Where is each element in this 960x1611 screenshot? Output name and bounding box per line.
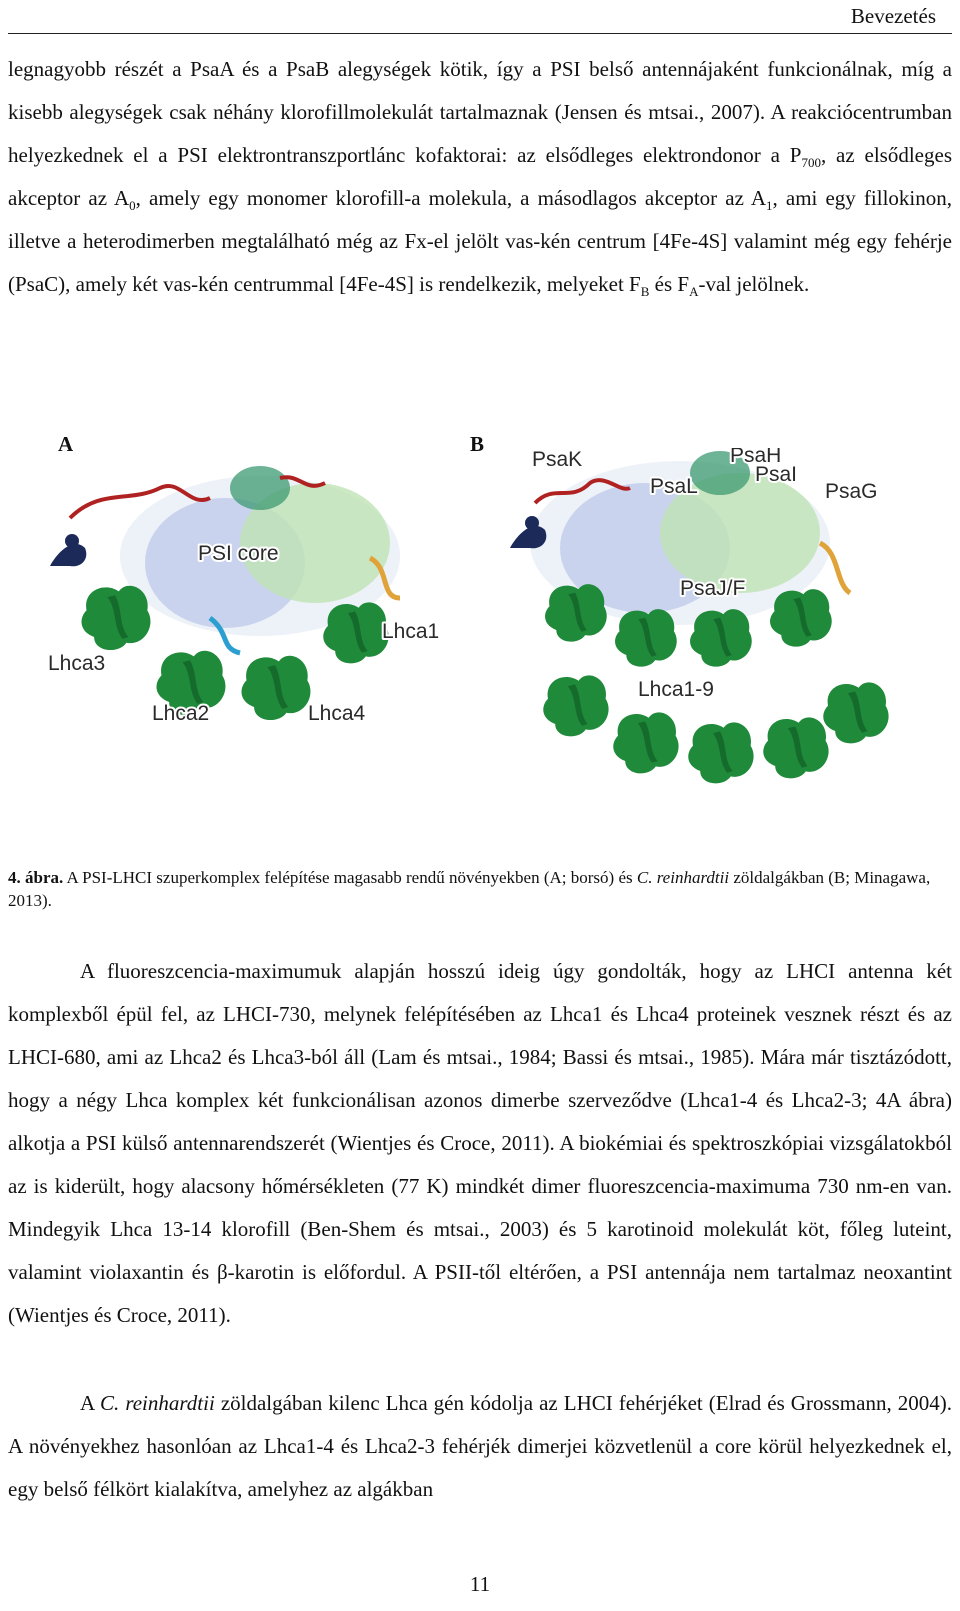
lhca-outer-5-shape	[823, 682, 888, 743]
paragraph-2: A fluoreszcencia-maximumuk alapján hosszú ideig úgy gondolták, hogy az LHCI antenna két komplexből épül fel, az LHCI-730, melynek felépítésében az Lhca1 és Lhca4 proteinek vesznek részt és az LHCI-680, ami az Lhca2 és Lhca3-ból áll (Lam és mtsai., 1984; Bassi és mtsai., 1985). Mára már tisztázódott, hogy a négy Lhca komplex két funkcionálisan azonos dimerbe szerveződve (Lhca1-4 és Lhca2-3; 4A ábra) alkotja a PSI külső antennarendszerét (Wientjes és Croce, 2011). A biokémiai és spektroszkópiai vizsgálatokból az is kiderült, hogy alacsony hőmérsékleten (77 K) mindkét dimer fluoreszcencia-maximuma 730 nm-en van. Mindegyik Lhca 13-14 klorofill (Ben-Shem és mtsai., 2003) és 5 karotinoid molekulát köt, főleg luteint, valamint violaxantin és β-karotin is előfordul. A PSII-től eltérően, a PSI antennája nem tartalmaz neoxantint (Wientjes és Croce, 2011).	[8, 959, 952, 1327]
paragraph-1	[8, 48, 952, 306]
lhca-outer-1-shape	[543, 675, 608, 736]
figure-caption	[8, 866, 952, 912]
label-lhca3: Lhca3	[48, 652, 106, 675]
caption-text-1: A PSI-LHCI szuperkomplex felépítése magasabb rendű növényekben (A; borsó) és	[63, 868, 637, 887]
p1-text-5: és F	[649, 272, 690, 296]
p3-text-2: zöldalgában kilenc Lhca gén kódolja az LHCI fehérjéket (Elrad és Grossmann, 2004). A növényekhez hasonlóan az Lhca1-4 és Lhca2-3 fehérjék dimerjei közvetlenül a core körül helyezkednek el, egy belső félkört kialakítva, amelyhez az algákban	[8, 1391, 952, 1501]
panel-b	[510, 448, 889, 783]
caption-text-2: zöldalgákban (B; Minagawa, 2013).	[8, 868, 931, 910]
label-psak: PsaK	[532, 448, 583, 471]
label-psajf: PsaJ/F	[680, 577, 746, 600]
p1-text-6: -val jelölnek.	[698, 272, 810, 296]
label-psag: PsaG	[825, 480, 878, 503]
panel-b-letter: B	[470, 432, 485, 456]
paragraph-3	[8, 1382, 952, 1511]
label-psai: PsaI	[755, 463, 798, 486]
header-rule	[8, 33, 952, 34]
p1-sub-a: A	[689, 284, 699, 300]
psi-lhci-figure	[30, 448, 930, 818]
p1-sub-700: 700	[801, 155, 821, 171]
lhca-inner-4-shape	[770, 589, 832, 647]
label-lhca1: Lhca1	[382, 620, 440, 643]
caption-number: 4. ábra.	[8, 868, 64, 887]
p1-text-1: legnagyobb részét a PsaA és a PsaB alegységek kötik, így a PSI belső antennájaként funkcionálnak, míg a kisebb alegységek csak néhány klorofillmolekulát tartalmaznak (Jensen és mtsai., 2007). A reakciócentrumban helyezkednek el a PSI elektrontranszportlánc kofaktorai: az elsődleges elektrondonor a P	[8, 57, 952, 167]
p1-text-4: , ami egy fillokinon, illetve a heterodimerben megtalálható még az Fx-el jelölt vas-kén centrum [4Fe-4S] valamint még egy fehérje (PsaC), amely két vas-kén centrummal [4Fe-4S] is rendelkezik, melyeket F	[8, 186, 952, 296]
lhca-outer-2-shape	[613, 712, 678, 773]
p3-text-1: A	[80, 1391, 101, 1415]
caption-species: C. reinhardtii	[636, 868, 730, 887]
lhca3-shape	[82, 586, 151, 650]
panel-a-letter: A	[58, 432, 74, 456]
lhca4-shape	[242, 656, 311, 720]
p3-species: C. reinhardtii	[100, 1391, 215, 1415]
p1-sub-0: 0	[129, 198, 136, 214]
p1-text-3: , amely egy monomer klorofill-a molekula, a másodlagos akceptor az A	[135, 186, 767, 210]
label-psal: PsaL	[650, 475, 698, 498]
p1-sub-1: 1	[766, 198, 773, 214]
lhca-inner-2-shape	[615, 609, 677, 667]
running-header: Bevezetés	[850, 4, 936, 28]
lhca-inner-1-shape	[545, 584, 607, 642]
psa-dark-subunit-icon	[50, 534, 86, 566]
lhca-inner-3-shape	[690, 609, 752, 667]
lhca-outer-4-shape	[763, 717, 828, 778]
label-lhca2: Lhca2	[152, 702, 210, 725]
label-psah: PsaH	[730, 448, 782, 467]
page-number: 11	[469, 1572, 491, 1596]
lhca1-shape	[323, 602, 388, 663]
label-lhca1-9: Lhca1-9	[638, 678, 714, 701]
lhca-outer-3-shape	[688, 722, 753, 783]
p1-text-2: , az elsődleges akceptor az A	[8, 143, 952, 210]
label-lhca4: Lhca4	[308, 702, 366, 725]
panel-a	[48, 466, 439, 725]
p1-sub-b: B	[640, 284, 650, 300]
label-psi-core: PSI core	[198, 542, 279, 565]
